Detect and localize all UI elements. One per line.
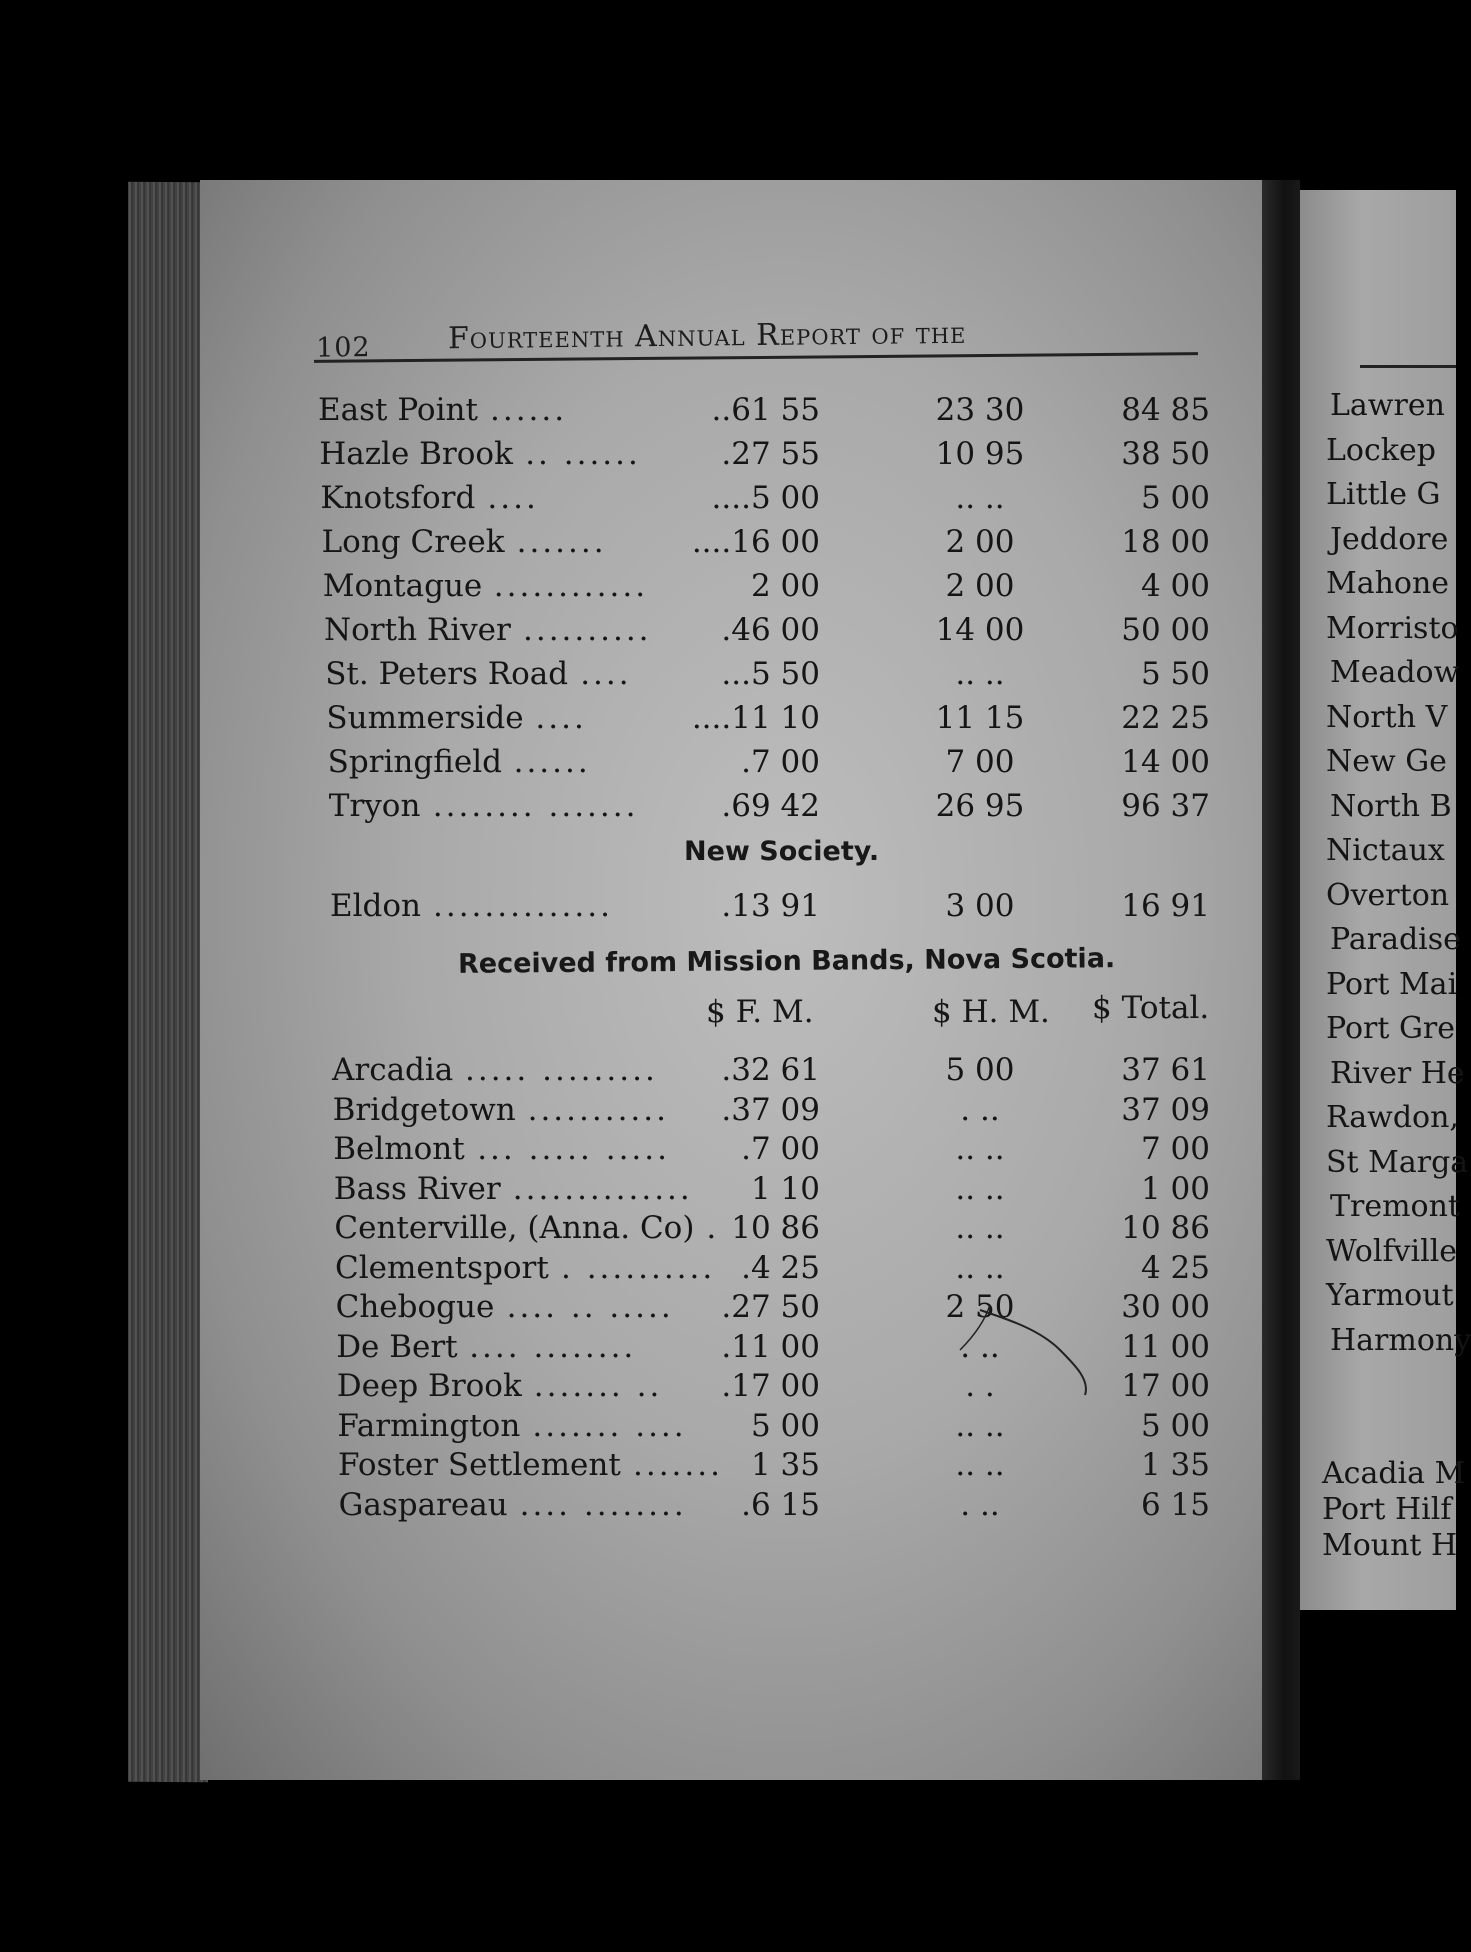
table-row [337,1408,1210,1448]
page-title: Fourteenth Annual Report of the [447,315,967,357]
row-name: Long Creek [321,524,505,560]
row-fm-amount: .13 91 [721,888,820,924]
row-hm-amount: .. .. [955,1210,1005,1246]
row-hm-amount: . .. [960,1328,1000,1365]
row-total-amount: 17 00 [1121,1368,1210,1404]
row-fm-amount: ...5 50 [721,656,820,692]
book-page-edges [128,182,208,1783]
row-fm-amount: .69 42 [721,788,820,824]
row-name: Knotsford [320,480,476,516]
row-dot-leader: ....... .. [533,1368,663,1404]
row-hm-amount: 2 50 [945,1289,1015,1325]
row-dot-leader: .... .. ..... [506,1289,674,1325]
row-total-amount: 37 09 [1121,1091,1210,1128]
row-dot-leader: .... ........ [519,1486,687,1523]
page-number: 102 [315,332,371,364]
pencil-mark [940,1290,1110,1400]
row-dot-leader: .............. [433,888,613,924]
row-total-amount: 7 00 [1140,1131,1210,1167]
row-fm-amount: .7 00 [741,744,820,780]
row-dot-leader: ... ..... ..... [477,1131,670,1167]
row-name: Arcadia [332,1052,454,1088]
row-hm-amount: . .. [960,1486,1000,1523]
row-name: Eldon [330,888,422,924]
row-dot-leader: ............ [493,568,649,604]
row-fm-amount: .11 00 [721,1328,820,1365]
row-name: St. Peters Road [325,656,569,692]
row-dot-leader: .... [580,656,632,692]
row-hm-amount: .. .. [955,1131,1005,1167]
row-name: Hazle Brook [319,436,513,472]
column-header-hm: $ H. M. [932,994,1050,1030]
row-fm-amount: ....16 00 [691,524,820,560]
facing-page-line: Meadow [1330,655,1460,690]
row-total-amount: 37 61 [1121,1052,1210,1088]
row-total-amount: 1 35 [1140,1447,1210,1483]
row-dot-leader: ..... ......... [465,1052,658,1088]
row-total-amount: 14 00 [1121,744,1210,780]
row-name: Chebogue [335,1289,495,1325]
new-society-heading: New Society. [684,836,880,867]
row-name: Farmington [337,1407,521,1444]
row-fm-amount: ....5 00 [711,480,820,516]
row-dot-leader: ........ ....... [432,788,639,824]
table-row [322,524,1210,564]
row-fm-amount: .4 25 [741,1249,820,1286]
row-hm-amount: 11 15 [935,700,1025,736]
row-dot-leader: ...... [490,392,568,428]
row-total-amount: 1 00 [1140,1170,1210,1207]
row-fm-amount: .27 50 [721,1289,820,1325]
row-fm-amount: 10 86 [731,1210,820,1246]
row-fm-amount: .6 15 [741,1486,820,1523]
row-name: Bass River [333,1170,501,1207]
row-name: Centerville, (Anna. Co) [334,1210,695,1246]
row-total-amount: 5 00 [1140,1407,1210,1444]
row-hm-amount: . . [965,1368,995,1404]
row-fm-amount: 1 35 [750,1447,820,1483]
facing-page-line: River He [1330,1055,1465,1091]
table-row [324,612,1210,652]
row-name: De Bert [336,1328,458,1365]
table-row [318,392,1210,432]
row-hm-amount: 7 00 [945,744,1015,780]
row-total-amount: 38 50 [1121,436,1210,472]
row-dot-leader: ....... [516,524,607,560]
row-total-amount: 96 37 [1121,788,1210,824]
mission-bands-heading: Received from Mission Bands, Nova Scotia. [457,943,1116,980]
row-name: Bridgetown [332,1091,516,1128]
row-fm-amount: .7 00 [741,1131,820,1167]
row-fm-amount: .37 09 [721,1091,820,1128]
facing-page-line: Port Gre [1326,1011,1456,1046]
table-row [339,1487,1210,1527]
row-name: North River [324,612,511,648]
table-row [328,744,1210,784]
row-total-amount: 4 00 [1140,568,1210,604]
row-fm-amount: .27 55 [721,436,820,472]
row-hm-amount: .. .. [955,1407,1005,1444]
row-dot-leader: .............. [512,1170,693,1207]
row-dot-leader: .... ........ [469,1328,637,1365]
row-name: Summerside [326,700,524,736]
table-row [323,568,1210,608]
table-row [326,700,1210,740]
table-row [330,888,1210,928]
row-dot-leader: .... [535,700,587,736]
row-dot-leader: .......... [523,612,652,648]
row-hm-amount: .. .. [955,1447,1005,1483]
row-fm-amount: .32 61 [721,1052,820,1088]
row-hm-amount: 3 00 [945,888,1015,924]
facing-page-line: North V [1326,699,1448,735]
facing-page-line: Lockep [1326,432,1436,468]
facing-page-line: Paradise [1330,922,1461,957]
facing-page-line: Little G [1326,477,1441,512]
table-row [338,1447,1210,1487]
row-hm-amount: .. .. [955,1249,1005,1286]
row-hm-amount: 14 00 [935,612,1025,648]
row-total-amount: 5 00 [1140,480,1210,516]
facing-page-rule [1360,365,1456,368]
row-hm-amount: .. .. [955,480,1005,516]
row-total-amount: 16 91 [1121,888,1210,924]
facing-page-line: Morristo [1326,610,1459,646]
row-name: Tryon [328,788,421,824]
table-row [335,1250,1210,1290]
row-dot-leader: ....... [633,1447,723,1483]
facing-page-line: New Ge [1326,744,1447,779]
row-total-amount: 50 00 [1121,612,1210,648]
row-total-amount: 6 15 [1140,1486,1210,1523]
facing-page-line: Rawdon, [1326,1100,1459,1135]
row-fm-amount: .46 00 [721,612,820,648]
table-row [320,480,1210,520]
row-dot-leader: ....... .... [532,1407,687,1444]
table-row [332,1052,1210,1092]
row-dot-leader: . .......... [561,1249,716,1286]
table-row [325,656,1210,696]
column-header-total: $ Total. [1092,990,1210,1026]
facing-page-line: North B [1330,788,1452,824]
row-name: Belmont [333,1131,465,1167]
row-hm-amount: . .. [960,1091,1000,1128]
row-fm-amount: 2 00 [750,568,820,604]
row-total-amount: 84 85 [1121,392,1210,428]
row-total-amount: 11 00 [1121,1328,1210,1365]
row-name: Gaspareau [338,1486,508,1523]
row-dot-leader: .... [487,480,539,516]
row-fm-amount: .17 00 [721,1368,820,1404]
row-fm-amount: ....11 10 [691,700,820,736]
facing-page-line: Tremont [1330,1189,1460,1224]
facing-page-line: Wolfville [1326,1233,1458,1269]
row-fm-amount: 5 00 [750,1407,820,1444]
row-total-amount: 10 86 [1121,1210,1210,1246]
facing-page-line: Mahone [1326,566,1450,601]
row-total-amount: 4 25 [1140,1249,1210,1286]
row-name: East Point [318,392,478,428]
row-dot-leader: ...... [513,744,591,780]
row-name: Foster Settlement [338,1447,621,1483]
row-name: Springfield [327,744,502,780]
row-total-amount: 5 50 [1140,656,1210,692]
facing-page-line: Mount H [1322,1528,1458,1563]
facing-page-line: Overton [1326,877,1450,913]
row-dot-leader: . [706,1210,720,1246]
table-row [334,1171,1210,1211]
row-fm-amount: 1 10 [750,1170,820,1207]
row-hm-amount: .. .. [955,1170,1005,1207]
book-gutter [1262,180,1300,1780]
row-hm-amount: 23 30 [935,392,1025,428]
row-hm-amount: 26 95 [935,788,1025,824]
row-hm-amount: 5 00 [945,1052,1015,1088]
facing-page-list [1322,388,1471,1568]
facing-page-line: Yarmout [1326,1278,1454,1313]
facing-page-line: Lawren [1330,388,1445,423]
column-header-fm: $ F. M. [706,994,814,1030]
row-hm-amount: 2 00 [945,524,1015,560]
facing-page-line: Port Mai [1326,966,1458,1002]
facing-page-line: Harmony [1330,1322,1471,1358]
row-total-amount: 18 00 [1121,524,1210,560]
table-row [319,436,1210,476]
row-name: Clementsport [335,1249,549,1286]
row-name: Deep Brook [336,1368,522,1404]
row-total-amount: 22 25 [1121,700,1210,736]
row-dot-leader: ........... [527,1091,669,1128]
row-total-amount: 30 00 [1121,1289,1210,1325]
row-fm-amount: ..61 55 [711,392,820,428]
row-hm-amount: 2 00 [945,568,1015,604]
table-row [333,1131,1210,1171]
table-row [334,1210,1210,1250]
facing-page-line: St Marga [1326,1144,1469,1180]
facing-page-line: Jeddore [1330,521,1449,557]
row-hm-amount: 10 95 [935,436,1025,472]
row-dot-leader: .. ...... [525,436,641,472]
row-name: Montague [322,568,483,604]
facing-page-line: Nictaux [1326,833,1445,868]
facing-page-line: Acadia M [1322,1456,1466,1491]
facing-page-line: Port Hilf [1322,1492,1452,1527]
row-hm-amount: .. .. [955,656,1005,692]
table-row [329,788,1210,828]
table-row [333,1092,1210,1132]
